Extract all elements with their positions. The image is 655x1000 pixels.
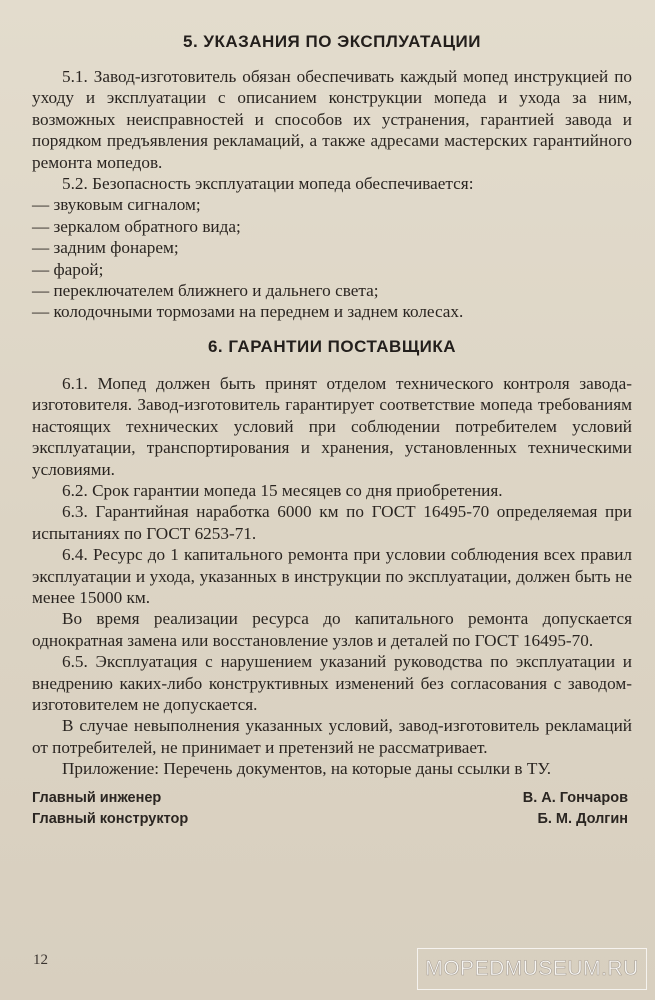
signature-name: Б. М. Долгин <box>537 810 628 827</box>
list-item: — задним фонарем; <box>32 238 179 258</box>
paragraph-6-4: 6.4. Ресурс до 1 капитального ремонта при условии соблюдения всех правил эксплуатации и ухода, указанных в инструкции по эксплуатации, должен быть не менее 15000 км. <box>32 545 632 607</box>
paragraph-6-5-claims: В случае невыполнения указанных условий, завод-изготовитель рекламаций от потребителей, не принимает и претензий не рассматривает. <box>32 716 632 757</box>
appendix-note: Приложение: Перечень документов, на которые даны ссылки в ТУ. <box>62 759 551 779</box>
paragraph-5-1: 5.1. Завод-изготовитель обязан обеспечивать каждый мопед инструкцией по уходу и эксплуатации с описанием конструкции мопеда и ухода за ним, возможных неисправностей и способов их устранения, гарантией завода и порядком предъявления рекламаций, а также адресами мастерских гарантийного ремонта мопедов. <box>32 67 632 172</box>
list-item: — колодочными тормозами на переднем и заднем колесах. <box>32 302 464 322</box>
signature-row <box>32 809 632 830</box>
page-content <box>32 30 632 830</box>
signature-row <box>32 788 632 809</box>
paragraph-6-3: 6.3. Гарантийная наработка 6000 км по ГОСТ 16495-70 определяемая при испытаниях по ГОСТ 6253-71. <box>32 502 632 543</box>
paragraph-6-5: 6.5. Эксплуатация с нарушением указаний руководства по эксплуатации и внедрению каких-либо конструктивных изменений без согласования с заводом-изготовителем не допускается. <box>32 652 632 714</box>
signature-name: В. А. Гончаров <box>522 789 628 806</box>
page-number: 12 <box>33 952 48 968</box>
signature-role: Главный инженер <box>32 789 162 806</box>
paragraph-6-1: 6.1. Мопед должен быть принят отделом технического контроля завода-изготовителя. Завод-изготовитель гарантирует соответствие мопеда требованиям настоящих технических условий при соблюдении потребителем условий эксплуатации, транспортирования и хранения, установленных техническими условиями. <box>32 373 632 479</box>
paragraph-5-2: 5.2. Безопасность эксплуатации мопеда обеспечивается: <box>62 174 474 194</box>
paragraph-6-4-resource: Во время реализации ресурса до капитального ремонта допускается однократная замена или восстановление узлов и деталей по ГОСТ 16495-70. <box>32 609 632 650</box>
list-item: — звуковым сигналом; <box>32 195 201 215</box>
list-item: — зеркалом обратного вида; <box>32 216 241 236</box>
list-item: — фарой; <box>32 259 104 279</box>
watermark: MOPEDMUSEUM.RU <box>417 948 647 990</box>
list-item: — переключателем ближнего и дальнего света; <box>32 281 379 301</box>
section-5-title: 5. УКАЗАНИЯ ПО ЭКСПЛУАТАЦИИ <box>182 32 481 51</box>
section-6-title: 6. ГАРАНТИИ ПОСТАВЩИКА <box>207 336 457 356</box>
paragraph-6-2: 6.2. Срок гарантии мопеда 15 месяцев со дня приобретения. <box>62 480 503 500</box>
signature-role: Главный конструктор <box>32 810 189 827</box>
